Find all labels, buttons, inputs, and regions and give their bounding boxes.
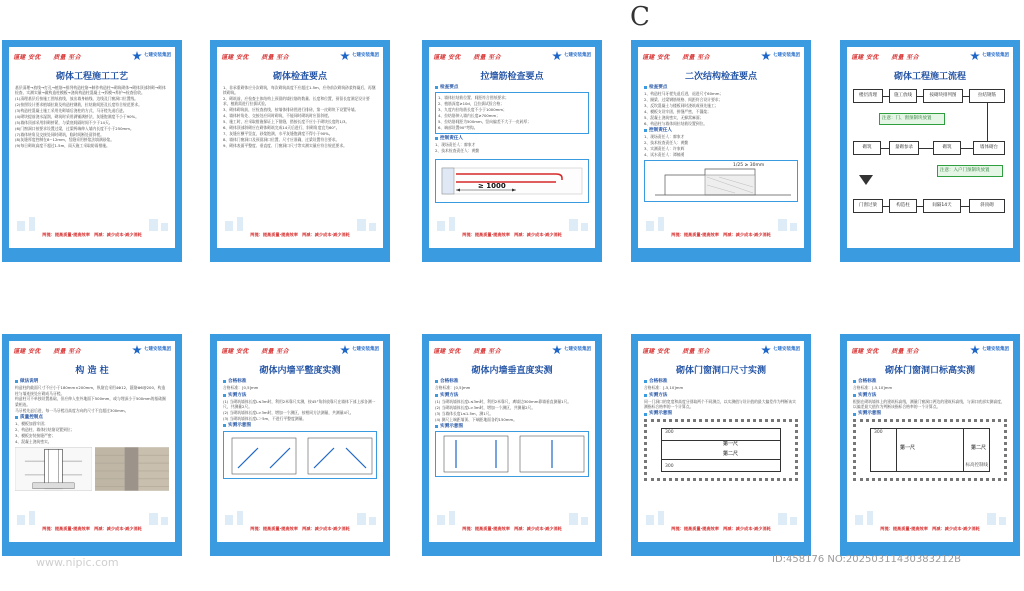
list-item: 6、端部设置90°弯钩。 <box>438 124 478 130</box>
star-icon <box>132 345 142 355</box>
poster-body <box>217 85 383 148</box>
measure-mark: 第一尺 <box>723 440 739 447</box>
paragraph: (1)清理基层后按施工图纸放线，放出墙身轴线、边线及门窗洞口位置线。 <box>15 96 139 102</box>
poster-opening-size-measure <box>631 334 811 556</box>
measure-mark: 第一尺 <box>900 444 916 451</box>
list-item: 4、拉结筋伸入墙内长度≥700mm； <box>438 112 501 118</box>
list-item: 2、构造柱、墙体拉结筋设置到位； <box>15 427 75 433</box>
logo-text: 七建安装集团 <box>982 346 1009 352</box>
skyline-decoration <box>638 215 804 231</box>
flow-arrow <box>881 148 889 149</box>
list-item: 5、拉结筋间距为500mm，竖向偏差不大于一皮砖厚； <box>438 118 531 124</box>
logo <box>552 345 591 355</box>
list-item: (3) 当砌筑墙体长度L＞5m，不进行平整度测量。 <box>223 415 307 421</box>
section-heading: 控制责任人 <box>644 128 798 133</box>
paragraph: 6、砌体顶部斜砌应在砌体砌筑完成14天后进行，斜砌角度宜为60°。 <box>223 125 340 131</box>
list-item: 1、现场责任人：廖家才 <box>644 134 685 140</box>
company-name: 广东建筑集团有限公司 <box>491 241 533 246</box>
star-icon <box>761 345 771 355</box>
flow-step: 斜顶砌 <box>969 199 1005 213</box>
flow-step: 砌筑 <box>933 141 961 155</box>
list-item: (1) 当砌筑墙体长度L≤3m时，利用2米靠尺，离墙边300mm靠墙垂直测量1尺。 <box>435 398 572 404</box>
list-item: 4、试水责任人：谭楠勇 <box>644 152 685 158</box>
structure-drawing <box>645 161 801 201</box>
left-measure-line <box>896 428 897 472</box>
star-icon <box>970 51 980 61</box>
paragraph: (9)每日砌筑高度不超过1.5m，雨天施工采取防雨措施。 <box>15 143 110 149</box>
list-item: 3、反坎混凝土与楼板同时浇筑或预先施工； <box>644 103 719 109</box>
right-measure-line <box>963 428 964 472</box>
dimension-label: ≥ 1000 <box>478 182 506 191</box>
elevation-diagram <box>853 419 1007 481</box>
list-item: 6、构造柱与墙体间拉结筋设置到位。 <box>644 120 708 126</box>
paragraph: 5、施工时，应采取措施保证上下错缝，搭接长度不应小于砌块长度的1/3。 <box>223 119 350 125</box>
paragraph: 构造柱可不单独设置基础，但应伸入室外地面下500mm，或与埋深小于500mm的基础圈梁相连。 <box>15 396 166 407</box>
poster-verticality-measure <box>422 334 602 556</box>
logo-text: 七建安装集团 <box>564 52 591 58</box>
poster-title: 砌体门窗洞口标高实测 <box>884 366 975 376</box>
skyline-decoration <box>429 509 595 525</box>
verticality-drawing <box>436 432 592 476</box>
poster-opening-elevation-measure <box>840 334 1020 556</box>
paragraph: 2、砌筑前，应检查主体结构上预留的墙拉筋的数量、长度和位置，预留长度满足设计要求，植筋需进行拉拔试验。 <box>223 96 370 107</box>
paragraph: 基层清理→放线→打孔→植筋→排列构造柱筋→制作构造柱→砌筑砌体→砌体顶部斜砌→砌体检查、实测实量→做构造柱模板→浇筑构造柱混凝土→拆模→养护→检查验收。 <box>15 85 166 96</box>
section-heading: 实测方法 <box>435 393 589 398</box>
flow-step: 门窗过梁 <box>853 199 883 213</box>
paragraph: 8、墙体门窗洞口及预留洞口位置、尺寸应准确，过梁设置符合要求。 <box>223 136 340 142</box>
section-heading: 检查要点 <box>435 85 589 90</box>
flow-arrow <box>961 206 969 207</box>
list-item: 2、植筋深度≥10d，且拉拔试验合格； <box>438 101 504 107</box>
logo <box>340 51 379 61</box>
section-heading: 实测示意图 <box>853 411 1007 416</box>
footer-slogan: 两提：提高质量·提高效率 两减：减少成本·减少消耗 <box>250 232 350 237</box>
paragraph: 构造柱的截面尺寸不应小于180mm×200mm，纵筋宜采用4Φ12，箍筋Φ6@200，构造柱与墙连接处应砌成马牙槎。 <box>15 385 166 396</box>
column-images <box>15 447 169 491</box>
logo <box>970 345 1009 355</box>
poster-title: 砌体内墙垂直度实测 <box>471 366 553 376</box>
section-heading: 实测示意图 <box>644 411 798 416</box>
secondary-structure-diagram <box>644 160 798 202</box>
poster-body <box>9 85 175 149</box>
logo <box>552 51 591 61</box>
flow-down-arrow <box>859 175 873 185</box>
flow-step: 施工放线 <box>889 89 917 103</box>
section-heading: 合格标准 <box>223 379 377 384</box>
flow-step: 楼层清理 <box>853 89 883 103</box>
poster-body <box>638 85 804 202</box>
slogan: 谨建 安优 质量 至合 <box>13 53 81 61</box>
section-box <box>435 92 589 133</box>
flow-step: 按砌块排列图 <box>923 89 963 103</box>
flow-note: 注意：入户门预制块放置 <box>937 165 1003 177</box>
star-icon <box>340 51 350 61</box>
slogan: 谨建 安优 质量 至合 <box>642 347 710 355</box>
logo <box>132 345 171 355</box>
logo-text: 七建安装集团 <box>773 346 800 352</box>
star-icon <box>761 51 771 61</box>
standard-text: 合格标准：[-5,10]mm <box>644 385 684 391</box>
list-item: 3、实测责任人：许家辉 <box>644 146 685 152</box>
list-item: 3、模板安装接缝严密； <box>15 433 56 439</box>
skyline-decoration <box>429 215 595 231</box>
list-item: 2、技术检查责任人：黄勤 <box>435 147 480 153</box>
paragraph: 根据在砌筑墙体上的建筑标高线，测量门窗洞口两边的建筑标高线，与洞口底部实测高度，以偏差最大值作为判断该指标合格率的一个计算点。 <box>853 398 1005 410</box>
list-item: 2、圈梁、过梁钢筋规格、间距符合设计要求； <box>644 97 723 103</box>
section-heading: 控制责任人 <box>435 136 589 141</box>
flow-step: 砌筑 <box>853 141 881 155</box>
tie-bar-drawing <box>436 160 592 202</box>
section-heading: 质量控制点 <box>15 415 169 420</box>
flow-note: 注意：门、窗预制块放置 <box>879 113 945 125</box>
section-heading: 实测方法 <box>644 393 798 398</box>
paragraph: (3)构造柱混凝土施工采用先砌墙后浇柱的方式，马牙槎先退后进。 <box>15 107 127 113</box>
poster-secondary-structure <box>631 40 811 262</box>
poster-masonry-flow <box>840 40 1020 262</box>
poster-title: 二次结构检查要点 <box>684 72 757 82</box>
slogan: 谨建 安优 质量 至合 <box>642 53 710 61</box>
skyline-decoration <box>638 509 804 525</box>
poster-body <box>429 85 595 203</box>
flow-step: 量砌参录 <box>889 141 919 155</box>
poster-body <box>217 379 383 479</box>
section-heading: 合格标准 <box>853 379 1007 384</box>
list-item: (2) 当砌筑墙体长度L>3m时，增加一个测区，按相同方法测量，共测量4尺。 <box>223 410 354 416</box>
logo <box>761 345 800 355</box>
logo-text: 七建安装集团 <box>352 52 379 58</box>
offset-mark: 300 <box>665 429 674 435</box>
slogan: 谨建 安优 质量 至合 <box>221 347 289 355</box>
footer-slogan: 两提：提高质量·提高效率 两减：减少成本·减少消耗 <box>880 526 980 531</box>
poster-body <box>429 379 595 477</box>
paragraph: 3、砌体砌筑前，应检查放线，按墙体排砖图进行排砖，第一皮砌块下设置导墙。 <box>223 107 359 113</box>
list-item: 1、墙体拉结筋位置、间距符合图纸要求； <box>438 95 509 101</box>
measure-diagram <box>435 431 589 477</box>
company-name: 广东建筑集团有限公司 <box>700 241 742 246</box>
footer-slogan: 两提：提高质量·提高效率 两减：减少成本·减少消耗 <box>250 526 350 531</box>
standard-text: 合格标准：[-5,10]mm <box>853 385 893 391</box>
measure-mark: 第二尺 <box>970 444 986 451</box>
flowchart <box>853 85 1007 235</box>
footer-slogan: 两提：提高质量·提高效率 两减：减少成本·减少消耗 <box>462 232 562 237</box>
logo <box>340 345 379 355</box>
flow-arrow <box>961 148 973 149</box>
offset-mark: 300 <box>874 429 883 435</box>
section-heading: 实测示意图 <box>223 423 377 428</box>
paragraph: 马牙槎先退后进，每一马牙槎沿高度方向的尺寸不宜超过300mm。 <box>15 407 129 413</box>
list-item: 1、模板加固牢固； <box>15 421 48 427</box>
poster-masonry-process <box>2 40 182 262</box>
list-item: 3、九度内拉结筋长度不小于1000mm； <box>438 107 507 113</box>
measure-mark: 第二尺 <box>723 451 739 458</box>
poster-title: 拉墙筋检查要点 <box>480 72 544 82</box>
company-name: 广东建筑集团有限公司 <box>71 535 113 540</box>
footer-slogan: 两提：提高质量·提高效率 两减：减少成本·减少消耗 <box>42 526 142 531</box>
skyline-decoration <box>847 509 1013 525</box>
logo-text: 七建安装集团 <box>144 52 171 58</box>
paragraph: (2)按照设计要求植墙拉筋及构造柱钢筋，拉结筋间距及长度符合规范要求。 <box>15 102 142 108</box>
footer-slogan: 两提：提高质量·提高效率 两减：减少成本·减少消耗 <box>42 232 142 237</box>
logo-text: 七建安装集团 <box>144 346 171 352</box>
slogan: 谨建 安优 质量 至合 <box>433 347 501 355</box>
section-heading: 实测方法 <box>223 393 377 398</box>
tie-bar-diagram <box>435 159 589 203</box>
measure-diagram <box>223 431 377 479</box>
poster-masonry-check <box>210 40 390 262</box>
paragraph: (4)砌块提前浇水湿润，砌筑时采用满铺满挤法，灰缝饱满度不小于90%。 <box>15 113 139 119</box>
section-heading: 做法说明 <box>15 379 169 384</box>
company-name: 广东建筑集团有限公司 <box>71 241 113 246</box>
logo <box>970 51 1009 61</box>
top-measure-line <box>661 440 781 441</box>
logo-text: 七建安装集团 <box>564 346 591 352</box>
poster-title: 砌体工程施工流程 <box>893 72 966 82</box>
poster-body <box>847 379 1013 481</box>
company-name: 广东建筑集团有限公司 <box>279 535 321 540</box>
paragraph: 9、砌体表面平整度、垂直度、门窗洞口尺寸等实测实量应符合规范要求。 <box>223 142 347 148</box>
corner-letter: C <box>630 2 650 32</box>
standard-text: 合格标准：[0,5]mm <box>435 385 471 391</box>
paragraph: (8)灰缝厚度控制在8~12mm，竖缝采用挤浆法填满砂浆。 <box>15 137 115 143</box>
logo-text: 七建安装集团 <box>773 52 800 58</box>
paragraph: (6)门窗洞口按要求设置过梁，过梁两端伸入墙内长度不小于250mm。 <box>15 125 134 131</box>
watermark-site: www.nipic.com <box>36 556 119 569</box>
paragraph: 同一门洞口的宽度和高度分别取两个不同测点，以实测值与设计值的最大偏差作为判断该实测指标合格率的一个计算点。 <box>644 398 796 410</box>
footer-slogan: 两提：提高质量·提高效率 两减：减少成本·减少消耗 <box>462 526 562 531</box>
poster-tie-bar-check <box>422 40 602 262</box>
star-icon <box>340 345 350 355</box>
offset-mark: 300 <box>665 464 674 470</box>
skyline-decoration <box>217 509 383 525</box>
list-item: (3) 当墙体长度L≤1.5m，测1尺。 <box>435 410 494 416</box>
poster-title: 砌体内墙平整度实测 <box>259 366 341 376</box>
column-photo <box>95 447 169 491</box>
company-name: 广东建筑集团有限公司 <box>491 535 533 540</box>
list-item: (2) 当砌筑墙体长度L>3m时，增加一个测区，共测量2尺。 <box>435 404 536 410</box>
paragraph: 1、非承重砌体应分次砌筑，每次砌筑高度不应超过1.5m，应待前次砌筑砂浆终凝后，再继续砌筑。 <box>223 85 376 96</box>
list-item: 4、模板支设牢固，拼缝严密，不漏浆； <box>644 108 711 114</box>
flow-step: 拉结钢筋 <box>969 89 1005 103</box>
slogan: 谨建 安优 质量 至合 <box>433 53 501 61</box>
column-drawing <box>15 447 92 491</box>
star-icon <box>970 345 980 355</box>
flow-arrow <box>919 148 933 149</box>
footer-slogan: 两提：提高质量·提高效率 两减：减少成本·减少消耗 <box>671 232 771 237</box>
star-icon <box>132 51 142 61</box>
list-item: 5、混凝土浇筑密实，无蜂窝麻面； <box>644 114 704 120</box>
star-icon <box>552 51 562 61</box>
paragraph: 4、墙体转角处、交接处应同时砌筑，不能同时砌筑时应留斜槎。 <box>223 113 332 119</box>
slogan: 谨建 安优 质量 至合 <box>851 53 919 61</box>
list-item: (1) 当砌筑墙体长度L≤3m时，利用2米靠尺实测，按45°角斜放靠尺在墙体下部上部各测一尺，共测量2尺。 <box>223 398 376 410</box>
section-heading: 检查要点 <box>644 85 798 90</box>
slogan: 谨建 安优 质量 至合 <box>13 347 81 355</box>
skyline-decoration <box>9 215 175 231</box>
poster-flatness-measure <box>210 334 390 556</box>
logo <box>761 51 800 61</box>
flow-step: 墙体砌台 <box>973 141 1005 155</box>
section-heading: 合格标准 <box>435 379 589 384</box>
flow-arrow <box>987 103 988 145</box>
flow-step: 间隔14天 <box>923 199 961 213</box>
logo-text: 七建安装集团 <box>982 52 1009 58</box>
poster-body <box>638 379 804 481</box>
poster-constructional-column <box>2 334 182 556</box>
section-heading: 合格标准 <box>644 379 798 384</box>
list-item: 4、混凝土浇筑密实。 <box>15 438 52 444</box>
slogan: 谨建 安优 质量 至合 <box>221 53 289 61</box>
poster-title: 砌体检查要点 <box>272 72 327 82</box>
skyline-decoration <box>9 509 175 525</box>
flatness-drawing <box>224 432 380 478</box>
poster-title: 砌体工程施工工艺 <box>55 72 128 82</box>
opening-diagram <box>644 419 798 481</box>
logo <box>132 51 171 61</box>
star-icon <box>552 345 562 355</box>
section-heading: 实测方法 <box>853 393 1007 398</box>
watermark-id: ID:458176 NO:20250311430383212B <box>772 554 961 565</box>
company-name: 广东建筑集团有限公司 <box>279 241 321 246</box>
bottom-measure-line <box>661 459 781 460</box>
dimension-label: 1/25 ≥ 30mm <box>733 163 765 169</box>
list-item: 1、构造柱马牙槎先退后进，退进尺寸60mm； <box>644 91 724 97</box>
logo-text: 七建安装集团 <box>352 346 379 352</box>
list-item: 2、技术检查责任人：黄勤 <box>644 140 689 146</box>
section-heading: 实测示意图 <box>435 424 589 429</box>
footer-slogan: 两提：提高质量·提高效率 两减：减少成本·减少消耗 <box>671 526 771 531</box>
paragraph: 7、灰缝应横平竖直，砂浆饱满，水平灰缝饱满度不得小于90%。 <box>223 130 333 136</box>
company-name: 广东建筑集团有限公司 <box>700 535 742 540</box>
flow-step: 构造柱 <box>889 199 917 213</box>
list-item: (4) 测尺上端距墙顶、下端距地面各约150mm。 <box>435 416 517 422</box>
paragraph: (7)墙体转角及交接处同时砌筑，临时间断处留斜槎。 <box>15 131 104 137</box>
paragraph: (5)墙体顶部采用斜砌挤紧，与梁底间隔时间不少于14天。 <box>15 119 113 125</box>
skyline-decoration <box>217 215 383 231</box>
list-item: 1、现场责任人：廖家才 <box>435 141 476 147</box>
poster-title: 构 造 柱 <box>75 366 109 376</box>
company-name: 广东建筑集团有限公司 <box>909 535 951 540</box>
elevation-line-label: 标高控制线 <box>965 463 988 469</box>
opening-frame <box>661 428 781 472</box>
slogan: 谨建 安优 质量 至合 <box>851 347 919 355</box>
standard-text: 合格标准：[0,5]mm <box>223 385 259 391</box>
poster-title: 砌体门窗洞口尺寸实测 <box>675 366 766 376</box>
poster-body <box>9 379 175 491</box>
